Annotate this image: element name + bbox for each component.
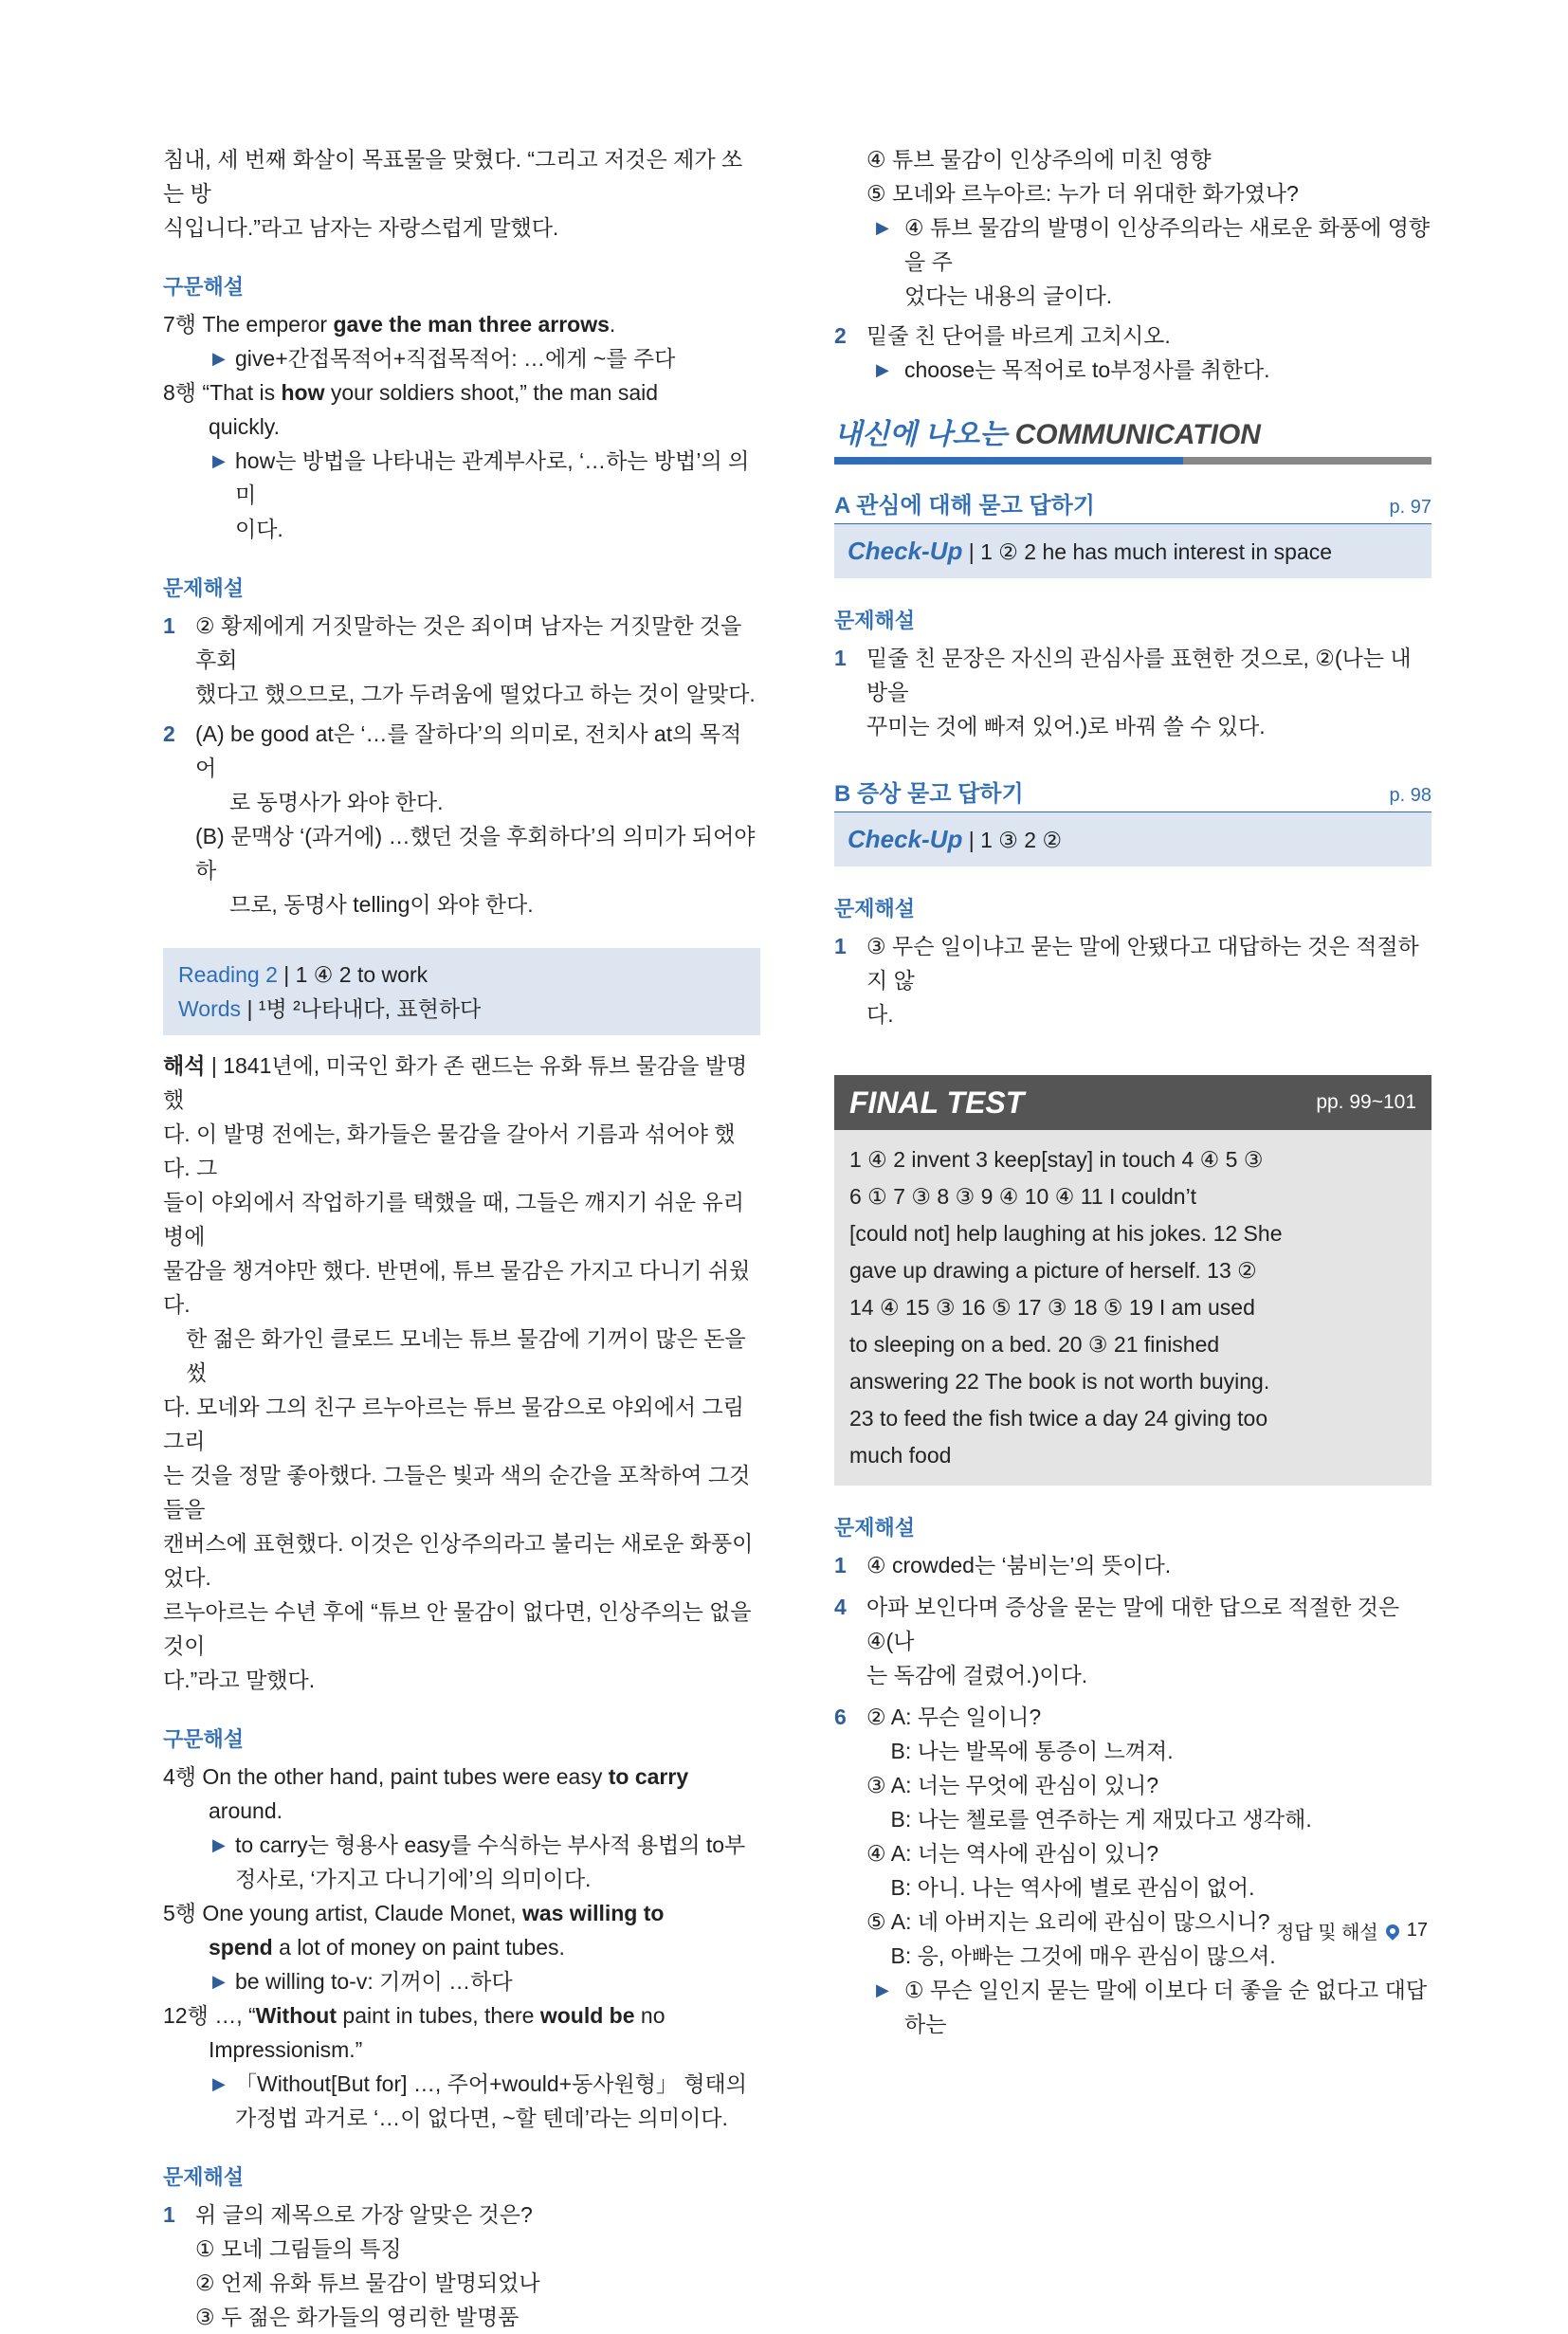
section-b-checkup: Check-Up | 1 ③ 2 ② — [834, 812, 1431, 866]
arrow-icon: ▶ — [212, 1835, 226, 1854]
question-2: 2 밑줄 친 단어를 바르게 고치시오. — [834, 323, 1171, 348]
syntax-note-7: ▶ give+간접목적어+직접목적어: …에게 ~를 주다 — [163, 341, 760, 375]
problem-2-b: (B) 문맥상 ‘(과거에) …했던 것을 후회하다’의 의미가 되어야 하 — [195, 824, 756, 883]
syntax-label: 구문해설 — [163, 275, 245, 299]
final-problem-6: 6 ② A: 무슨 일이니? — [834, 1705, 1042, 1729]
problem-1-cont: 했다고 했으므로, 그가 두려움에 떨었다고 하는 것이 알맞다. — [195, 682, 756, 706]
section-b-header: B 증상 묻고 답하기 p. 98 — [834, 777, 1431, 812]
final-problem-label: 문제해설 — [834, 1516, 916, 1540]
final-test-header: FINAL TEST pp. 99~101 — [834, 1075, 1431, 1130]
arrow-icon: ▶ — [876, 360, 889, 379]
arrow-icon: ▶ — [212, 2074, 226, 2093]
left-column: 침내, 세 번째 화살이 목표물을 맞혔다. “그리고 저것은 제가 쏘는 방 식입니다.”라고 남자는 자랑스럽게 말했다. 구문해설 7행 The emperor gave the man three arrows. ▶ give+간접목적어+직접목적어: …에게 ~를 주다 8행 “That is how your soldiers shoot,” the man said quickly. ▶ how는 방법을 나타내는 관계부사로, ‘…하는 방법’의 의미 이다. 문제해설 1 ② 황제에게 거짓말하는 것은 죄이며 남자는 거짓말한 것을 후회 했다고 했으므로, 그가 두려움에 떨었다고 하는 것이 알맞다. 2 (A) be good at은 ‘…를 잘하다’의 의미로, 전치사 at의 목적어 로 동명사가 와야 한다. (B) 문맥상 ‘(과거에) …했던 것을 후회하다’의 의미가 되어야 하 므로, 동명사 telling이 와야 한다. Reading 2 | 1 ④ 2 to work Words | ¹병 ²나타내다, 표현하다 해석 | 1841년에, 미국인 화가 존 랜드는 유화 튜브 물감을 발명했 다. 이 발명 전에는, 화가들은 물감을 갈아서 기름과 섞어야 했다. 그 들이 야외에서 작업하기를 택했을 때, 그들은 깨지기 쉬운 유리병에 물감을 챙겨야만 했다. 반면에, 튜브 물감은 가지고 다니기 쉬웠다. 한 젊은 화가인 클로드 모네는 튜브 물감에 기꺼이 많은 돈을 썼 다. 모네와 그의 친구 르누아르는 튜브 물감으로 야외에서 그림 그리 는 것을 정말 좋아했다. 그들은 빛과 색의 순간을 포착하여 그것들을 캔버스에 표현했다. 이것은 인상주의라고 불리는 새로운 화풍이었다. 르누아르는 수년 후에 “튜브 안 물감이 없다면, 인상주의는 없을 것이 다.”라고 말했다. 구문해설 4행 On the other hand, paint tubes were easy to carry around. ▶ to carry는 형용사 easy를 수식하는 부사적 용법의 to부 정사로, ‘가지고 다니기에’의 의미이다. 5행 One young artist, Claude Monet, was willing to spend a lot of money on paint tubes. ▶ be willing to-v: 기꺼이 …하다 12행 …, “Without paint in tubes, there would be no Impressionism.” ▶ 「Without[But for] …, 주어+would+동사원형」 형태의 가정법 과거로 ‘…이 없다면, ~할 텐데’라는 의미이다. 문제해설 1 위 글의 제목으로 가장 알맞은 것은? ① 모네 그림들의 특징 ② 언제 유화 튜브 물감이 발명되었나 ③ 두 젊은 화가들의 영리한 발명품 — [163, 142, 760, 2334]
problem-1: 1 ② 황제에게 거짓말하는 것은 죄이며 남자는 거짓말한 것을 후회 — [163, 613, 742, 672]
reading-answers: | 1 ④ 2 to work — [283, 962, 428, 987]
right-column: ④ 튜브 물감이 인상주의에 미친 영향 ⑤ 모네와 르누아르: 누가 더 위대한 화가였나? ▶ ④ 튜브 물감의 발명이 인상주의라는 새로운 화풍에 영향을 주 었다는 내용의 글이다. 2 밑줄 친 단어를 바르게 고치시오. ▶ choose는 목적어로 to부정사를 취한다. 내신에 나오는 COMMUNICATION A 관심에 대해 묻고 답하기 p. 97 Check-Up | 1 ② 2 he has much interest in space 문제해설 1 밑줄 친 문장은 자신의 관심사를 표현한 것으로, ②(나는 내 방을 꾸미는 것에 빠져 있어.)로 바꿔 쓸 수 있다. B 증상 묻고 답하기 p. 98 Check-Up | 1 ③ 2 ② 문제해설 1 ③ 무슨 일이냐고 묻는 말에 안됐다고 대답하는 것은 적절하지 않 다. FINAL TEST pp. 99~101 1 ④ 2 invent 3 keep[stay] in touch 4 ④ 5 ③ 6 ① 7 ③ 8 ③ 9 ④ 10 ④ 11 I couldn’t [could not] help laughing at his jokes. 12 She gave up drawing a picture of herself. 13 ② 14 ④ 15 ③ 16 ⑤ 17 ③ 18 ⑤ 19 I am used to sleeping on a bed. 20 ③ 21 finished answering 22 The book is not worth buying. 23 to feed the fish twice a day 24 giving too much food 문제해설 1 ④ crowded는 ‘붐비는’의 뜻이다. 4 아파 보인다며 증상을 묻는 말에 대한 답으로 적절한 것은 ④(나 는 독감에 걸렸어.)이다. 6 ② A: 무슨 일이니? B: 나는 발목에 통증이 느껴져. ③ A: 너는 무엇에 관심이 있니? B: 나는 첼로를 연주하는 게 재밌다고 생각해. ④ A: 너는 역사에 관심이 있니? B: 아니. 나는 역사에 별로 관심이 없어. ⑤ A: 네 아버지는 요리에 관심이 많으시니? B: 응, 아빠는 그것에 매우 관심이 많으셔. ▶ ① 무슨 일인지 묻는 말에 이보다 더 좋을 순 없다고 대답하는 — [834, 142, 1431, 2041]
syntax-line-8: 8행 “That is how your soldiers shoot,” the man said — [163, 380, 659, 405]
reading-answer-box — [163, 948, 760, 1035]
syntax-line-8-cont: quickly. — [209, 414, 280, 439]
section-b-problem-label: 문제해설 — [834, 897, 916, 921]
arrow-icon: ▶ — [212, 349, 226, 368]
final-test-answers: 1 ④ 2 invent 3 keep[stay] in touch 4 ④ 5 ③ 6 ① 7 ③ 8 ③ 9 ④ 10 ④ 11 I couldn’t [could not] help laughing at his jokes. 12 She gave up drawing a picture of herself. 13 ② 14 ④ 15 ③ 16 ⑤ 17 ③ 18 ⑤ 19 I am used to sleeping on a bed. 20 ③ 21 finished answering 22 The book is not worth buying. 23 to feed the fish twice a day 24 giving too much food — [834, 1130, 1431, 1486]
final-problem-6-note: ▶ ① 무슨 일인지 묻는 말에 이보다 더 좋을 순 없다고 대답하는 — [834, 1973, 1431, 2041]
final-problem-1: 1 ④ crowded는 ‘붐비는’의 뜻이다. — [834, 1553, 1172, 1577]
syntax-line-4: 4행 On the other hand, paint tubes were easy to carry — [163, 1764, 689, 1789]
arrow-icon: ▶ — [212, 1972, 226, 1991]
section-a-problem-label: 문제해설 — [834, 609, 916, 632]
reading-label: Reading 2 — [178, 962, 278, 987]
syntax-note-12: ▶ 「Without[But for] …, 주어+would+동사원형」 형태의 — [163, 2067, 760, 2101]
footer-label: 정답 및 해설 — [1276, 1923, 1378, 1943]
question-1: 1 위 글의 제목으로 가장 알맞은 것은? — [163, 2202, 533, 2227]
question-1-opt-5: ⑤ 모네와 르누아르: 누가 더 위대한 화가였나? — [866, 181, 1299, 206]
syntax-note-8: ▶ how는 방법을 나타내는 관계부사로, ‘…하는 방법’의 의미 — [163, 444, 760, 512]
page-number: 17 — [1406, 1920, 1428, 1941]
problem-label: 문제해설 — [163, 576, 245, 600]
problem-label-2: 문제해설 — [163, 2165, 245, 2189]
location-pin-icon — [1383, 1922, 1402, 1941]
syntax-label-2: 구문해설 — [163, 1727, 245, 1751]
words-answers: | ¹병 ²나타내다, 표현하다 — [246, 996, 482, 1021]
title-accent-bar — [834, 457, 1183, 465]
syntax-line-12: 12행 …, “Without paint in tubes, there would be no — [163, 2003, 665, 2028]
syntax-note-4: ▶ to carry는 형용사 easy를 수식하는 부사적 용법의 to부 — [163, 1828, 760, 1862]
page-footer — [1276, 1917, 1428, 1944]
intro-line-2: 식입니다.”라고 남자는 자랑스럽게 말했다. — [163, 215, 559, 240]
syntax-line-7: 7행 The emperor gave the man three arrows. — [163, 312, 616, 337]
section-a-checkup: Check-Up | 1 ② 2 he has much interest in space — [834, 524, 1431, 578]
question-1-opt-4: ④ 튜브 물감이 인상주의에 미친 영향 — [866, 147, 1212, 172]
arrow-icon: ▶ — [876, 218, 889, 237]
final-problem-4: 4 아파 보인다며 증상을 묻는 말에 대한 답으로 적절한 것은 ④(나 — [834, 1595, 1400, 1653]
syntax-note-8-cont: 이다. — [235, 517, 283, 541]
syntax-note-5: ▶ be willing to-v: 기꺼이 …하다 — [163, 1964, 760, 1998]
communication-title: 내신에 나오는 COMMUNICATION — [834, 413, 1431, 465]
question-2-note: ▶ choose는 목적어로 to부정사를 취한다. — [834, 353, 1431, 387]
section-a-header: A 관심에 대해 묻고 답하기 p. 97 — [834, 489, 1431, 524]
arrow-icon: ▶ — [876, 1980, 889, 1999]
intro-line-1: 침내, 세 번째 화살이 목표물을 맞혔다. “그리고 저것은 제가 쏘는 방 — [163, 147, 743, 206]
syntax-line-5: 5행 One young artist, Claude Monet, was willing to — [163, 1901, 665, 1925]
problem-2-b-cont: 므로, 동명사 telling이 와야 한다. — [229, 892, 534, 917]
translation: 해석 | 1841년에, 미국인 화가 존 랜드는 유화 튜브 물감을 발명했 다. 이 발명 전에는, 화가들은 물감을 갈아서 기름과 섞어야 했다. 그 들이 야외에서 작업하기를 택했을 때, 그들은 깨지기 쉬운 유리병에 물감을 챙겨야만 했다. 반면에, 튜브 물감은 가지고 다니기 쉬웠다. 한 젊은 화가인 클로드 모네는 튜브 물감에 기꺼이 많은 돈을 썼 다. 모네와 그의 친구 르누아르는 튜브 물감으로 야외에서 그림 그리 는 것을 정말 좋아했다. 그들은 빛과 색의 순간을 포착하여 그것들을 캔버스에 표현했다. 이것은 인상주의라고 불리는 새로운 화풍이었다. 르누아르는 수년 후에 “튜브 안 물감이 없다면, 인상주의는 없을 것이 다.”라고 말했다. — [163, 1053, 754, 1692]
arrow-icon: ▶ — [212, 451, 226, 470]
problem-2-cont: 로 동명사가 와야 한다. — [229, 790, 444, 814]
question-1-note: ▶ ④ 튜브 물감의 발명이 인상주의라는 새로운 화풍에 영향을 주 — [834, 210, 1431, 279]
problem-2: 2 (A) be good at은 ‘…를 잘하다’의 의미로, 전치사 at의 목적어 — [163, 721, 742, 780]
words-label: Words — [178, 996, 242, 1021]
